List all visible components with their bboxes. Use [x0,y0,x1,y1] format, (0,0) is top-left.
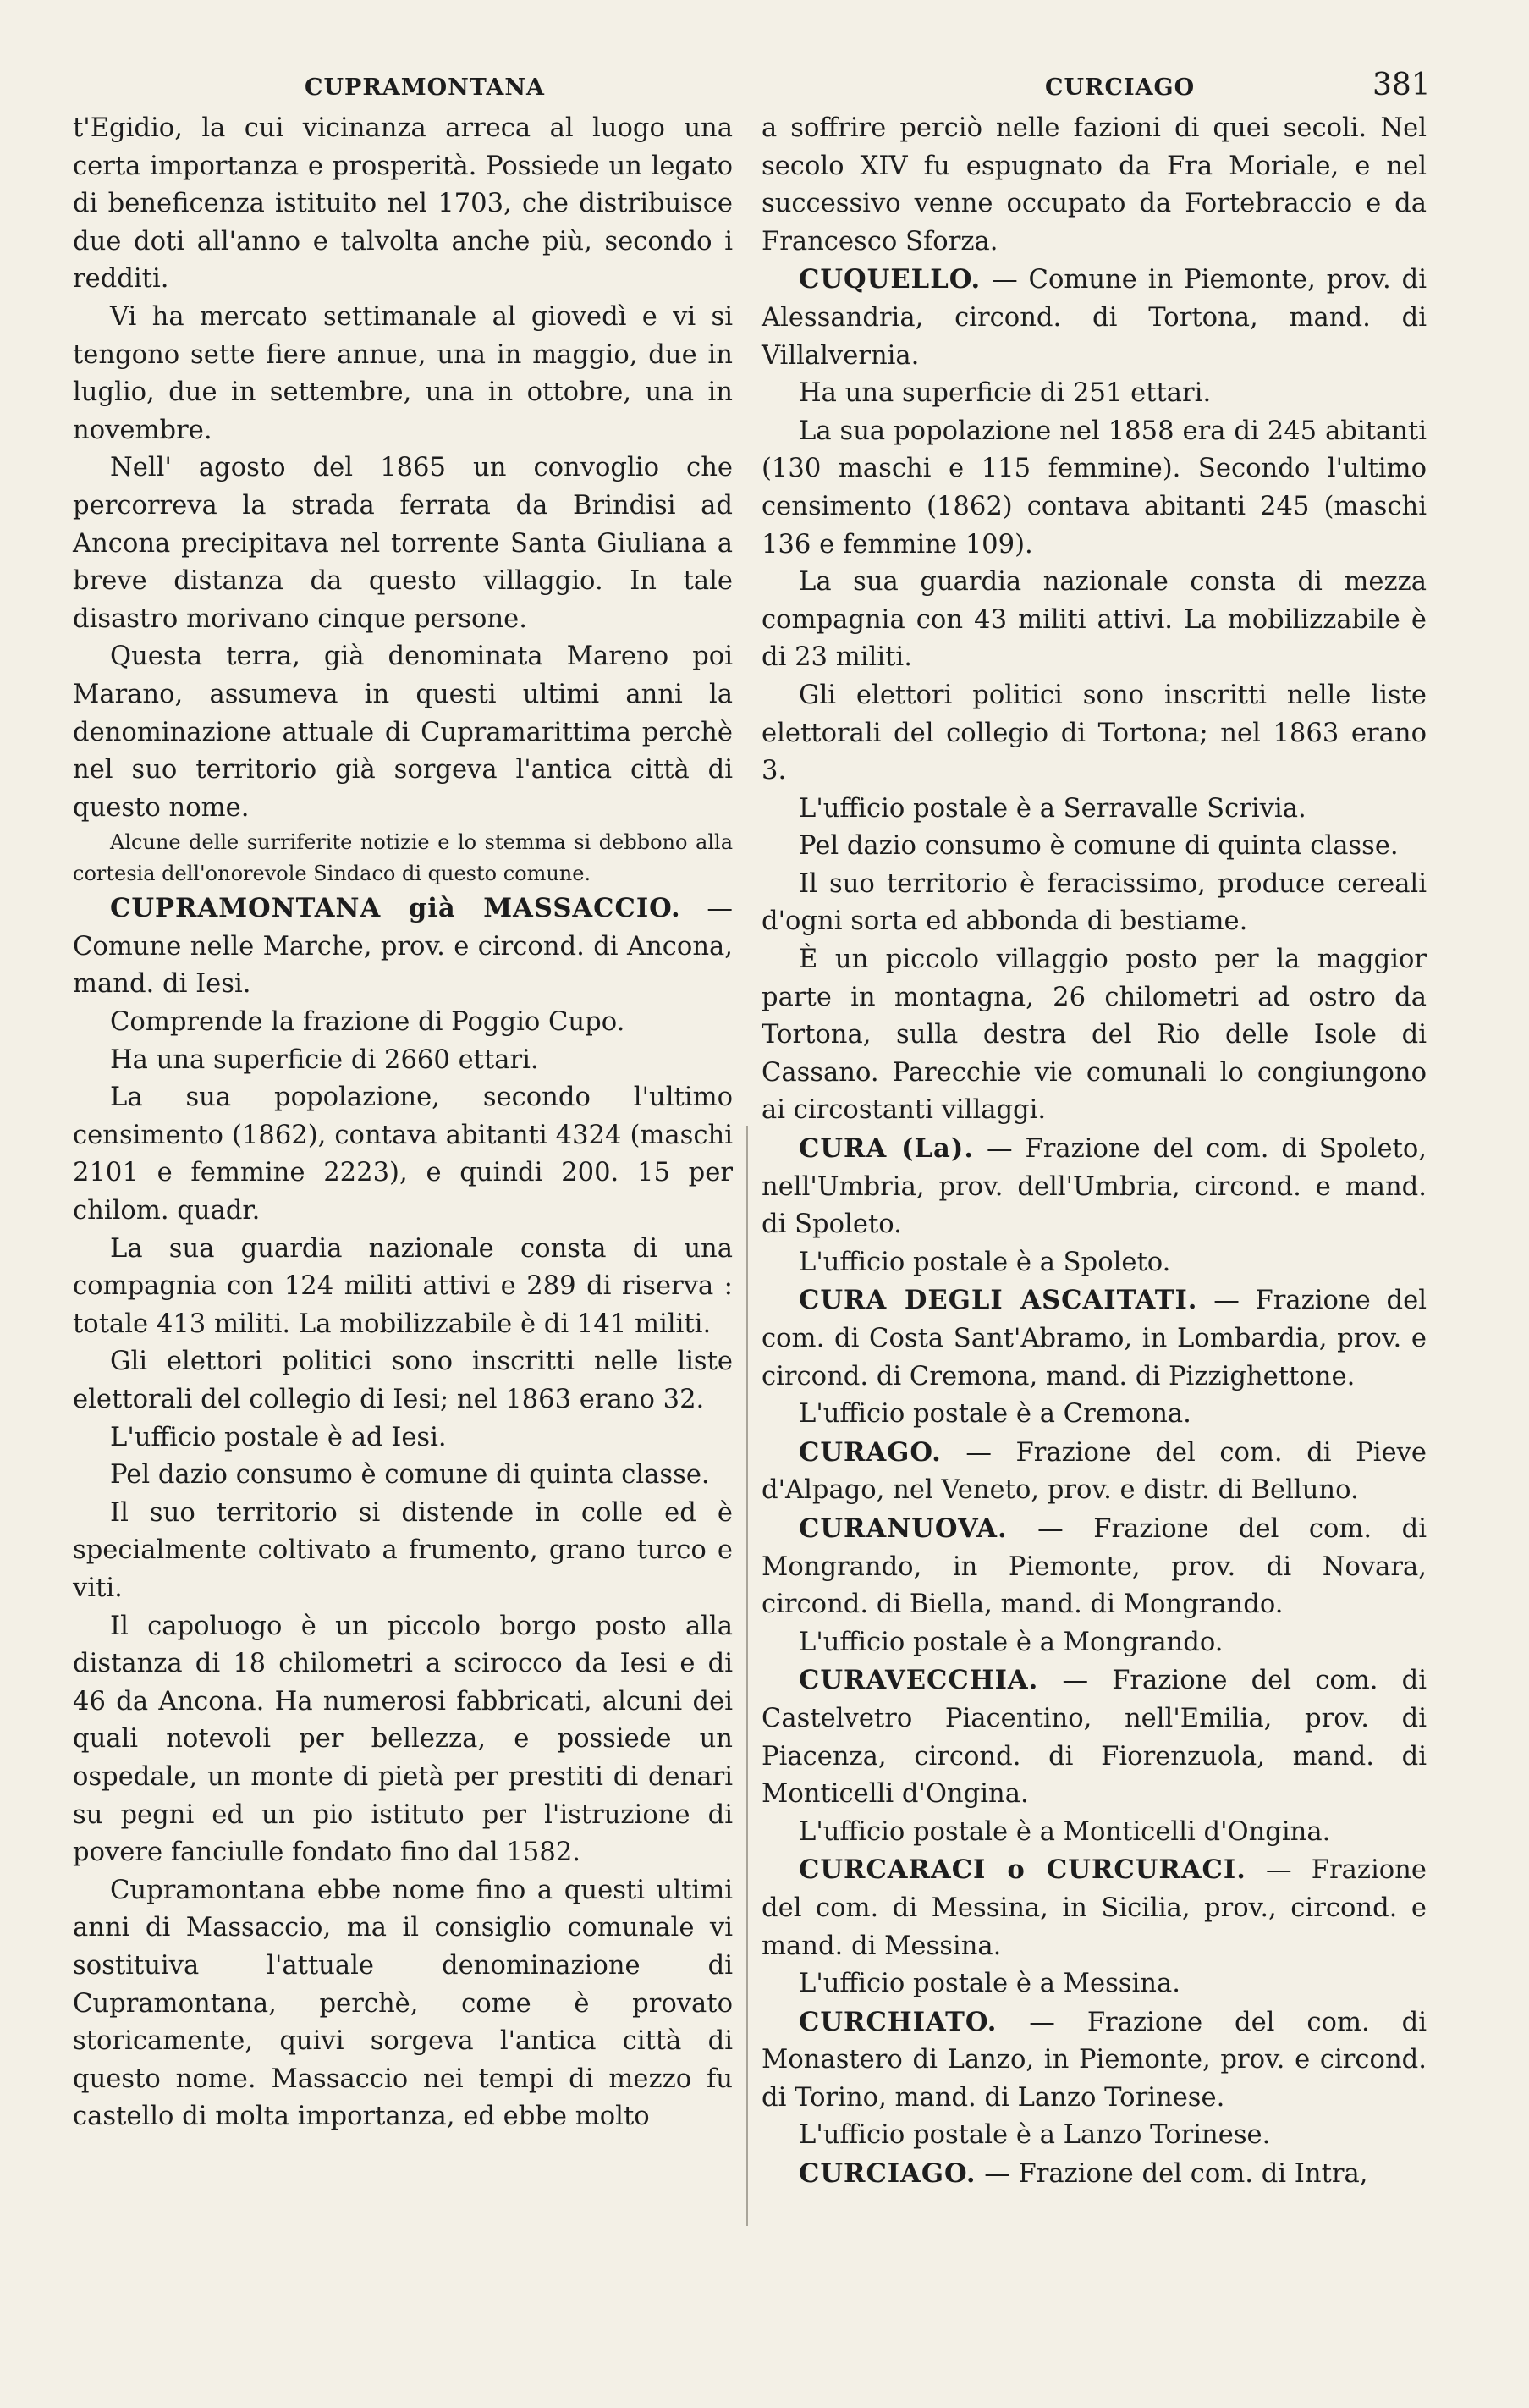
paragraph: L'ufficio postale è a Cremona. [799,1399,1191,1430]
right-column [762,110,1427,2194]
entry-text: — Frazione del com. di Castelvetro Piacentino, nell'Emilia, prov. di Piacenza, circond. di Fiorenzuola, mand. di Monticelli d'Ongina. [762,1666,1427,1810]
continued-paragraph: t'Egidio, la cui vicinanza arreca al luogo una certa importanza e prosperità. Possiede un legato di beneficenza istituito nel 1703, che distribuisce due doti all'anno e talvolta anche più, secondo i redditi. [73,113,733,295]
column-divider [746,1126,748,2226]
dictionary-entry [73,890,733,1004]
dictionary-entry [762,1281,1427,1396]
running-head-center: CURCIAGO [1045,74,1196,101]
footnote-paragraph: Alcune delle surriferite notizie e lo stemma si debbono alla cortesia dell'onorevole Sindaco di questo comune. [73,830,733,886]
entry-headword: CURA DEGLI ASCAITATI. [799,1285,1198,1316]
paragraph: L'ufficio postale è a Spoleto. [799,1247,1171,1277]
entry-headword: CURANUOVA. [799,1513,1008,1544]
paragraph: La sua guardia nazionale consta di una compagnia con 124 militi attivi e 289 di riserva : totale 413 militi. La mobilizzabile è di 141 militi. [73,1233,733,1339]
running-head-left: CUPRAMONTANA [305,74,546,101]
entry-text: — Frazione del com. di Pieve d'Alpago, nel Veneto, prov. e distr. di Belluno. [762,1437,1427,1506]
entry-headword: CUQUELLO. [799,264,982,295]
dictionary-entry [762,1851,1427,1965]
dictionary-entry [762,1130,1427,1244]
paragraph: Ha una superficie di 2660 ettari. [110,1044,539,1075]
entry-text: — Frazione del com. di Messina, in Sicilia, prov., circond. e mand. di Messina. [762,1855,1427,1961]
entry-headword: CURAGO. [799,1436,942,1468]
paragraph: È un piccolo villaggio posto per la maggior parte in montagna, 26 chilometri ad ostro da Tortona, sulla destra del Rio delle Isole di Cassano. Parecchie vie comunali lo congiungono ai circostanti villaggi. [762,945,1427,1126]
page-number: 381 [1372,68,1431,102]
entry-text: — Comune nelle Marche, prov. e circond. di Ancona, mand. di Iesi. [73,894,733,1000]
paragraph: Il suo territorio è feracissimo, produce cereali d'ogni sorta ed abbonda di bestiame. [762,868,1427,937]
dictionary-entry [762,1661,1427,1813]
paragraph: L'ufficio postale è ad Iesi. [110,1422,447,1452]
entry-headword: CURAVECCHIA. [799,1665,1039,1696]
dictionary-entry [762,1510,1427,1624]
paragraph: Il suo territorio si distende in colle ed è specialmente coltivato a frumento, grano turco e viti. [73,1497,733,1603]
paragraph: L'ufficio postale è a Messina. [799,1969,1180,1999]
paragraph: La sua guardia nazionale consta di mezza compagnia con 43 militi attivi. La mobilizzabile è di 23 militi. [762,567,1427,673]
entry-text: — Frazione del com. di Costa Sant'Abramo, in Lombardia, prov. e circond. di Cremona, mand. di Pizzighettone. [762,1286,1427,1391]
paragraph: L'ufficio postale è a Serravalle Scrivia. [799,793,1306,824]
paragraph: Comprende la frazione di Poggio Cupo. [110,1007,625,1038]
paragraph: La sua popolazione nel 1858 era di 245 abitanti (130 maschi e 115 femmine). Secondo l'ultimo censimento (1862) contava abitanti 245 (maschi 136 e femmine 109). [762,416,1427,559]
entry-headword: CURCHIATO. [799,2006,998,2037]
paragraph: Gli elettori politici sono inscritti nelle liste elettorali del collegio di Tortona; nel 1863 erano 3. [762,680,1427,786]
paragraph: Ha una superficie di 251 ettari. [799,378,1212,409]
entry-headword: CURCIAGO. [799,2158,976,2190]
entry-text: — Frazione del com. di Intra, [976,2159,1368,2190]
entry-headword: CURCARACI o CURCURACI. [799,1854,1246,1886]
entry-text: — Frazione del com. di Spoleto, nell'Umbria, prov. dell'Umbria, circond. e mand. di Spoleto. [762,1134,1427,1240]
entry-text: — Frazione del com. di Mongrando, in Piemonte, prov. di Novara, circond. di Biella, mand. di Mongrando. [762,1513,1427,1620]
paragraph: L'ufficio postale è a Monticelli d'Ongina. [799,1816,1331,1847]
entry-text: — Comune in Piemonte, prov. di Alessandria, circond. di Tortona, mand. di Villalvernia. [762,265,1427,371]
paragraph: L'ufficio postale è a Lanzo Torinese. [799,2120,1271,2151]
paragraph: Vi ha mercato settimanale al giovedì e vi si tengono sette fiere annue, una in maggio, due in luglio, due in settembre, una in ottobre, una in novembre. [73,301,733,445]
entry-headword: CURA (La). [799,1133,975,1165]
paragraph: Gli elettori politici sono inscritti nelle liste elettorali del collegio di Iesi; nel 1863 erano 32. [73,1347,733,1414]
dictionary-entry [762,2155,1427,2194]
dictionary-entry [762,1434,1427,1510]
dictionary-entry [762,2003,1427,2118]
paragraph: L'ufficio postale è a Mongrando. [799,1627,1224,1657]
paragraph: Pel dazio consumo è comune di quinta classe. [799,831,1399,862]
paragraph: Nell' agosto del 1865 un convoglio che percorreva la strada ferrata da Brindisi ad Ancona precipitava nel torrente Santa Giuliana a breve distanza da questo villaggio. In tale disastro morivano cinque persone. [73,453,733,634]
entry-text: — Frazione del com. di Monastero di Lanzo, in Piemonte, prov. e circond. di Torino, mand. di Lanzo Torinese. [762,2007,1427,2113]
dictionary-entry [762,261,1427,375]
continued-paragraph: a soffrire perciò nelle fazioni di quei secoli. Nel secolo XIV fu espugnato da Fra Moriale, e nel successivo venne occupato da Fortebraccio e da Francesco Sforza. [762,113,1427,256]
paragraph: Cupramontana ebbe nome fino a questi ultimi anni di Massaccio, ma il consiglio comunale vi sostituiva l'attuale denominazione di Cupramontana, perchè, come è provato storicamente, quivi sorgeva l'antica città di questo nome. Massaccio nei tempi di mezzo fu castello di molta importanza, ed ebbe molto [73,1875,733,2132]
paragraph: Questa terra, già denominata Mareno poi Marano, assumeva in questi ultimi anni la denominazione attuale di Cupramarittima perchè nel suo territorio già sorgeva l'antica città di questo nome. [73,642,733,823]
paragraph: Pel dazio consumo è comune di quinta classe. [110,1460,710,1491]
left-column [73,110,733,2136]
paragraph: Il capoluogo è un piccolo borgo posto alla distanza di 18 chilometri a scirocco da Iesi e di 46 da Ancona. Ha numerosi fabbricati, alcuni dei quali notevoli per bellezza, e possiede un ospedale, un monte di pietà per prestiti di denari su pegni ed un pio istituto per l'istruzione di povere fanciulle fondato fino dal 1582. [73,1611,733,1868]
paragraph: La sua popolazione, secondo l'ultimo censimento (1862), contava abitanti 4324 (maschi 2101 e femmine 2223), e quindi 200. 15 per chilom. quadr. [73,1083,733,1226]
entry-headword: CUPRAMONTANA già MASSACCIO. [110,893,681,924]
